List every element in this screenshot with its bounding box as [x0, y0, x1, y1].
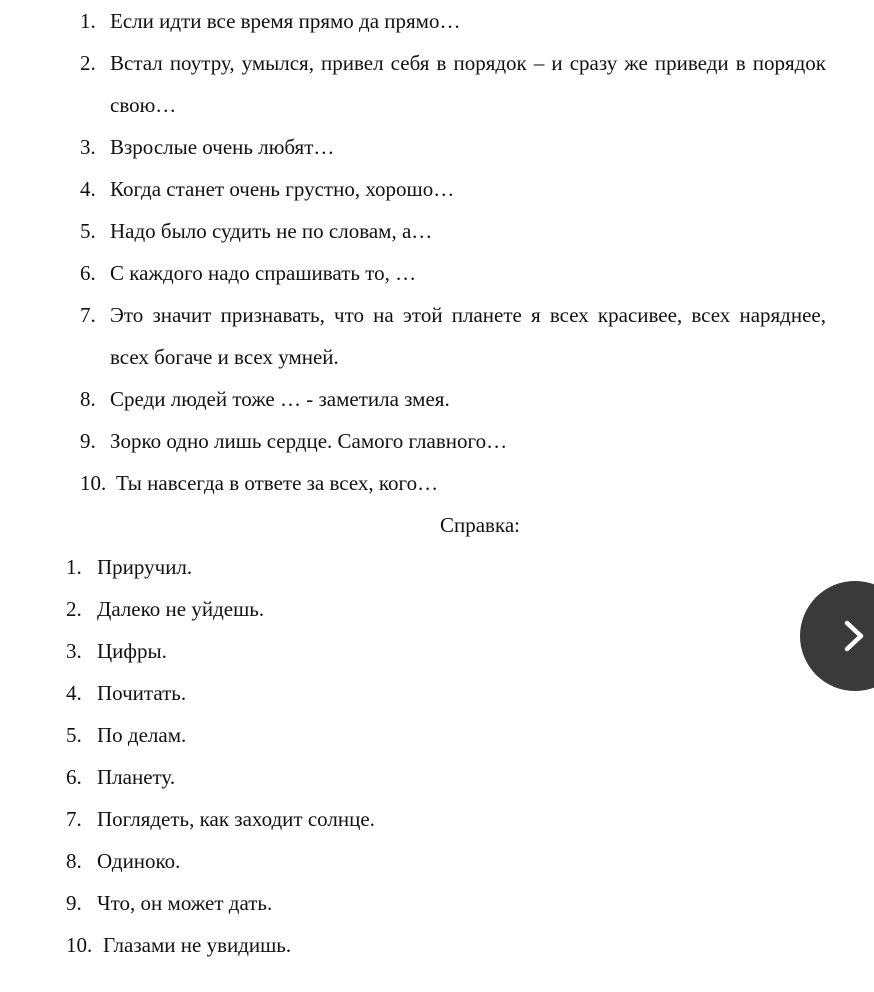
quote-text: Надо было судить не по словам, а… [110, 219, 433, 243]
answer-number: 7. [66, 807, 82, 831]
answer-text: Что, он может дать. [97, 891, 273, 915]
quote-number: 8. [80, 387, 96, 411]
quote-text: С каждого надо спрашивать то, … [110, 261, 417, 285]
answer-item [66, 630, 375, 672]
quote-number: 5. [80, 219, 96, 243]
answer-list [66, 546, 375, 966]
quote-text: Ты навсегда в ответе за всех, кого… [116, 471, 439, 495]
quote-number: 3. [80, 135, 96, 159]
answer-text: Цифры. [97, 639, 167, 663]
quote-text: Когда станет очень грустно, хорошо… [110, 177, 455, 201]
quote-item [80, 294, 826, 378]
quote-text: Среди людей тоже … - заметила змея. [110, 387, 450, 411]
quote-item [80, 252, 826, 294]
answer-number: 8. [66, 849, 82, 873]
answer-item [66, 756, 375, 798]
reference-heading: Справка: [439, 513, 521, 537]
quote-item [80, 420, 826, 462]
answer-number: 10. [66, 933, 93, 957]
quote-number: 10. [80, 471, 107, 495]
answer-number: 5. [66, 723, 82, 747]
answer-number: 9. [66, 891, 82, 915]
answer-text: Приручил. [97, 555, 193, 579]
answer-number: 4. [66, 681, 82, 705]
quote-number: 1. [80, 9, 96, 33]
answer-item [66, 546, 375, 588]
answer-text: Глазами не увидишь. [103, 933, 292, 957]
answer-item [66, 882, 375, 924]
answer-number: 2. [66, 597, 82, 621]
answer-number: 6. [66, 765, 82, 789]
answer-text: Планету. [97, 765, 176, 789]
quote-item [80, 0, 826, 42]
quote-number: 9. [80, 429, 96, 453]
quote-item [80, 378, 826, 420]
quote-item [80, 210, 826, 252]
answer-item [66, 672, 375, 714]
answer-text: По делам. [97, 723, 187, 747]
answer-number: 3. [66, 639, 82, 663]
quote-item [80, 168, 826, 210]
quote-text: Зорко одно лишь сердце. Самого главного… [110, 429, 508, 453]
answer-item [66, 840, 375, 882]
quote-text: Это значит признавать, что на этой планете я всех красивее, всех наряднее, всех богаче и всех умней. [110, 303, 826, 369]
answer-item [66, 798, 375, 840]
answer-text: Поглядеть, как заходит солнце. [97, 807, 375, 831]
answer-item [66, 714, 375, 756]
chevron-right-icon [840, 619, 870, 653]
quote-number: 2. [80, 51, 96, 75]
quote-number: 4. [80, 177, 96, 201]
answer-item [66, 588, 375, 630]
quote-text: Если идти все время прямо да прямо… [110, 9, 461, 33]
quote-item [80, 126, 826, 168]
answer-number: 1. [66, 555, 82, 579]
quote-text: Взрослые очень любят… [110, 135, 335, 159]
quote-number: 7. [80, 303, 96, 327]
quote-text: Встал поутру, умылся, привел себя в порядок – и сразу же приведи в порядок свою… [110, 51, 826, 117]
quote-number: 6. [80, 261, 96, 285]
answer-item [66, 924, 375, 966]
answer-text: Одиноко. [97, 849, 181, 873]
quote-item [80, 42, 826, 126]
quote-item [80, 462, 826, 504]
answer-text: Далеко не уйдешь. [97, 597, 265, 621]
answer-text: Почитать. [97, 681, 187, 705]
quote-list [80, 0, 826, 504]
next-page-button[interactable] [800, 581, 874, 691]
